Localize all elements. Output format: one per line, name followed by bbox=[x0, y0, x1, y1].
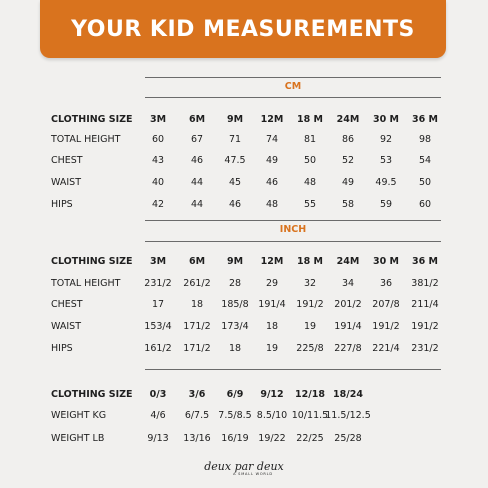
cm_section-cell: 52 bbox=[341, 155, 355, 166]
cm_section-header-label: CLOTHING SIZE bbox=[51, 114, 133, 125]
inch_section-cell: 36 bbox=[379, 278, 393, 289]
weight_section-cell: 4/6 bbox=[150, 410, 166, 421]
cm_section-size-3: 12M bbox=[260, 114, 284, 125]
cm_section-cell: 53 bbox=[379, 155, 393, 166]
cm_section-cell: 45 bbox=[228, 177, 242, 188]
weight_section-size-3: 9/12 bbox=[260, 389, 284, 400]
cm_section-cell: 60 bbox=[151, 134, 165, 145]
inch_section-cell: 231/2 bbox=[411, 343, 439, 354]
weight_section-cell: 8.5/10 bbox=[256, 410, 288, 421]
inch_section-cell: 221/4 bbox=[372, 343, 400, 354]
weight_section-header-label: CLOTHING SIZE bbox=[51, 389, 133, 400]
cm_section-size-1: 6M bbox=[188, 114, 206, 125]
inch_section-cell: 28 bbox=[228, 278, 242, 289]
weight_section-size-5: 18/24 bbox=[333, 389, 363, 400]
weight_section-cell: 13/16 bbox=[183, 433, 211, 444]
inch_section-cell: 185/8 bbox=[221, 299, 249, 310]
weight_section-size-0: 0/3 bbox=[149, 389, 167, 400]
weight_section-cell: 19/22 bbox=[258, 433, 286, 444]
inch_section-cell: 201/2 bbox=[334, 299, 362, 310]
inch_section-cell: 207/8 bbox=[372, 299, 400, 310]
inch_section-cell: 191/2 bbox=[411, 321, 439, 332]
inch_section-cell: 18 bbox=[228, 343, 242, 354]
cm_section-cell: 46 bbox=[265, 177, 279, 188]
inch_section-cell: 191/4 bbox=[334, 321, 362, 332]
cm_section-cell: 81 bbox=[303, 134, 317, 145]
inch_section-size-2: 9M bbox=[226, 256, 244, 267]
weight_section-cell: 22/25 bbox=[296, 433, 324, 444]
inch_section-size-0: 3M bbox=[149, 256, 167, 267]
inch_section-size-1: 6M bbox=[188, 256, 206, 267]
inch_section-cell: 191/2 bbox=[296, 299, 324, 310]
inch_section-cell: 173/4 bbox=[221, 321, 249, 332]
inch_section-cell: 227/8 bbox=[334, 343, 362, 354]
inch_section-cell: 225/8 bbox=[296, 343, 324, 354]
cm_section-cell: 42 bbox=[151, 199, 165, 210]
cm_section-size-2: 9M bbox=[226, 114, 244, 125]
inch_section-cell: 17 bbox=[151, 299, 165, 310]
cm_section-cell: 46 bbox=[190, 155, 204, 166]
cm_section-cell: 49 bbox=[341, 177, 355, 188]
inch_section-cell: 29 bbox=[265, 278, 279, 289]
cm_section-cell: 44 bbox=[190, 199, 204, 210]
inch_section-cell: 153/4 bbox=[144, 321, 172, 332]
inch_section-top-rule bbox=[145, 220, 441, 221]
cm_section-row-label: CHEST bbox=[51, 155, 83, 166]
weight-top-rule bbox=[145, 369, 441, 370]
weight_section-row-label: WEIGHT KG bbox=[51, 410, 107, 421]
inch_section-cell: 18 bbox=[265, 321, 279, 332]
cm_section-cell: 43 bbox=[151, 155, 165, 166]
cm_section-cell: 58 bbox=[341, 199, 355, 210]
cm_section-cell: 55 bbox=[303, 199, 317, 210]
cm_section-cell: 48 bbox=[265, 199, 279, 210]
inch_section-cell: 211/4 bbox=[411, 299, 439, 310]
inch_section-row-label: TOTAL HEIGHT bbox=[51, 278, 121, 289]
cm_section-row-label: WAIST bbox=[51, 177, 82, 188]
inch_section-cell: 261/2 bbox=[183, 278, 211, 289]
inch_section-row-label: CHEST bbox=[51, 299, 83, 310]
inch_section-cell: 18 bbox=[190, 299, 204, 310]
inch_section-cell: 161/2 bbox=[144, 343, 172, 354]
cm_section-size-6: 30 M bbox=[373, 114, 399, 125]
inch_section-size-5: 24M bbox=[336, 256, 360, 267]
cm_section-cell: 46 bbox=[228, 199, 242, 210]
cm_section-cell: 67 bbox=[190, 134, 204, 145]
cm_section-row-label: TOTAL HEIGHT bbox=[51, 134, 121, 145]
inch_section-row-label: HIPS bbox=[51, 343, 73, 354]
inch_section-size-6: 30 M bbox=[373, 256, 399, 267]
cm_section-top-rule bbox=[145, 77, 441, 78]
cm_section-cell: 49.5 bbox=[375, 177, 397, 188]
cm_section-cell: 40 bbox=[151, 177, 165, 188]
inch_section-size-4: 18 M bbox=[297, 256, 323, 267]
cm_section-cell: 92 bbox=[379, 134, 393, 145]
weight_section-cell: 6/7.5 bbox=[184, 410, 210, 421]
inch_section-cell: 32 bbox=[303, 278, 317, 289]
cm_section-size-5: 24M bbox=[336, 114, 360, 125]
brand-logo bbox=[0, 460, 488, 476]
cm_section-cell: 48 bbox=[303, 177, 317, 188]
cm_section-cell: 59 bbox=[379, 199, 393, 210]
cm_section-cell: 50 bbox=[418, 177, 432, 188]
inch_section-row-label: WAIST bbox=[51, 321, 82, 332]
cm_section-cell: 86 bbox=[341, 134, 355, 145]
cm_section-cell: 44 bbox=[190, 177, 204, 188]
cm_section-cell: 54 bbox=[418, 155, 432, 166]
weight_section-cell: 10/11.5 bbox=[291, 410, 329, 421]
inch_section-cell: 34 bbox=[341, 278, 355, 289]
inch_section-size-7: 36 M bbox=[412, 256, 438, 267]
inch_section-header-rule bbox=[145, 241, 441, 242]
cm_section-size-4: 18 M bbox=[297, 114, 323, 125]
brand-name: deux par deux bbox=[204, 460, 284, 473]
cm_section-cell: 49 bbox=[265, 155, 279, 166]
inch_section-size-3: 12M bbox=[260, 256, 284, 267]
inch_section-cell: 19 bbox=[265, 343, 279, 354]
inch_section-cell: 191/2 bbox=[372, 321, 400, 332]
cm_section-size-7: 36 M bbox=[412, 114, 438, 125]
weight_section-cell: 25/28 bbox=[334, 433, 362, 444]
cm_section-cell: 71 bbox=[228, 134, 242, 145]
inch_section-cell: 171/2 bbox=[183, 321, 211, 332]
weight_section-size-4: 12/18 bbox=[295, 389, 325, 400]
cm_section-cell: 47.5 bbox=[224, 155, 246, 166]
inch_section-header-label: CLOTHING SIZE bbox=[51, 256, 133, 267]
cm_section-row-label: HIPS bbox=[51, 199, 73, 210]
inch_section-cell: 19 bbox=[303, 321, 317, 332]
weight_section-cell: 11.5/12.5 bbox=[325, 410, 371, 421]
cm_section-header-rule bbox=[145, 97, 441, 98]
cm_section-cell: 60 bbox=[418, 199, 432, 210]
cm_section-cell: 74 bbox=[265, 134, 279, 145]
page-title: YOUR KID MEASUREMENTS bbox=[71, 16, 415, 42]
cm_section-unit-label: CM bbox=[284, 81, 302, 92]
weight_section-size-2: 6/9 bbox=[226, 389, 244, 400]
inch_section-cell: 171/2 bbox=[183, 343, 211, 354]
weight_section-size-1: 3/6 bbox=[188, 389, 206, 400]
inch_section-cell: 231/2 bbox=[144, 278, 172, 289]
weight_section-cell: 16/19 bbox=[221, 433, 249, 444]
inch_section-cell: 381/2 bbox=[411, 278, 439, 289]
brand-tagline: A SMALL WORLD bbox=[233, 472, 273, 476]
cm_section-size-0: 3M bbox=[149, 114, 167, 125]
cm_section-cell: 50 bbox=[303, 155, 317, 166]
weight_section-cell: 7.5/8.5 bbox=[218, 410, 252, 421]
title-banner bbox=[40, 0, 446, 58]
cm_section-cell: 98 bbox=[418, 134, 432, 145]
weight_section-row-label: WEIGHT LB bbox=[51, 433, 105, 444]
inch_section-unit-label: INCH bbox=[279, 224, 307, 235]
weight_section-cell: 9/13 bbox=[147, 433, 169, 444]
inch_section-cell: 191/4 bbox=[258, 299, 286, 310]
